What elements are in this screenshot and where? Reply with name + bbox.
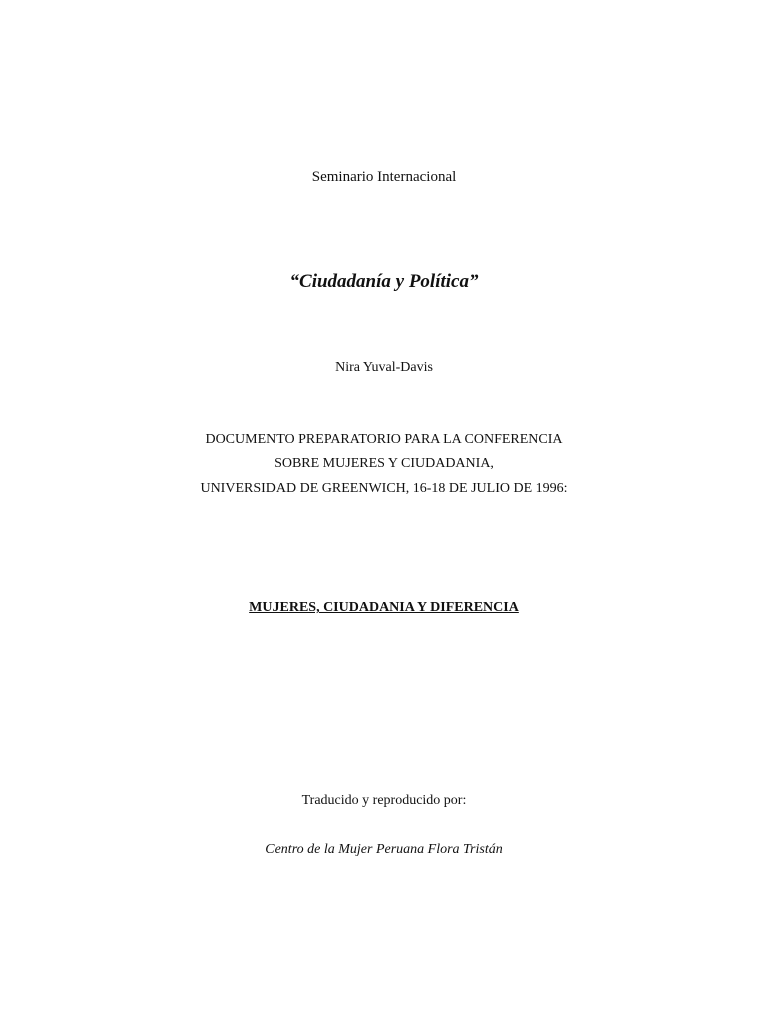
conference-line-1: DOCUMENTO PREPARATORIO PARA LA CONFERENCIA bbox=[205, 432, 563, 447]
essay-title: MUJERES, CIUDADANIA Y DIFERENCIA bbox=[249, 600, 519, 615]
event-name: Seminario Internacional bbox=[311, 169, 457, 185]
conference-line-2: SOBRE MUJERES Y CIUDADANIA, bbox=[274, 456, 494, 471]
conference-line-3: UNIVERSIDAD DE GREENWICH, 16-18 DE JULIO DE 1996: bbox=[200, 481, 568, 496]
translation-note: Traducido y reproducido por: bbox=[301, 793, 467, 808]
author-name: Nira Yuval-Davis bbox=[335, 360, 433, 375]
publisher-name: Centro de la Mujer Peruana Flora Tristán bbox=[265, 842, 503, 857]
document-title: “Ciudadanía y Política” bbox=[289, 271, 479, 292]
